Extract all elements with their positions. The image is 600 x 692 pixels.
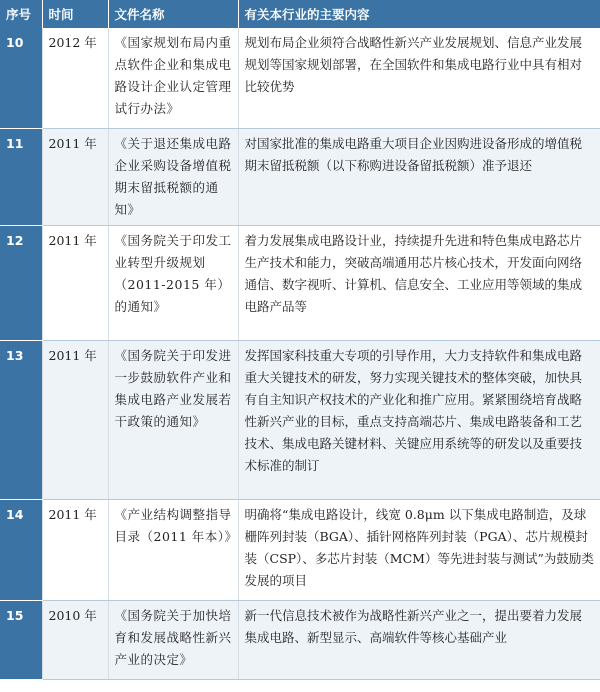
row-content: 明确将“集成电路设计，线宽 0.8μm 以下集成电路制造，及球栅阵列封装（BGA）、插针网格阵列封装（PGA）、芯片规模封装（CSP）、多芯片封装（MCM）等先进封装与测试”为鼓励类发展的项目 — [238, 500, 600, 601]
header-row — [0, 0, 600, 28]
table-row — [0, 226, 600, 341]
table-row — [0, 129, 600, 226]
header-time: 时间 — [42, 0, 108, 28]
row-name: 《国务院关于加快培育和发展战略性新兴产业的决定》 — [108, 601, 238, 680]
row-content: 规划布局企业须符合战略性新兴产业发展规划、信息产业发展规划等国家规划部署，在全国软件和集成电路行业中具有相对比较优势 — [238, 28, 600, 129]
row-content: 发挥国家科技重大专项的引导作用，大力支持软件和集成电路重大关键技术的研发，努力实现关键技术的整体突破，加快具有自主知识产权技术的产业化和推广应用。紧紧围绕培育战略性新兴产业的目标，重点支持高端芯片、集成电路装备和工艺技术、集成电路关键材料、关键应用系统等的研发以及重要技术标准的制订 — [238, 341, 600, 500]
row-no: 11 — [0, 129, 42, 226]
header-name: 文件名称 — [108, 0, 238, 28]
row-time: 2011 年 — [42, 226, 108, 341]
row-time: 2012 年 — [42, 28, 108, 129]
table-row — [0, 28, 600, 129]
row-time: 2011 年 — [42, 129, 108, 226]
table-row — [0, 601, 600, 680]
header-content: 有关本行业的主要内容 — [238, 0, 600, 28]
table-row — [0, 500, 600, 601]
row-name: 《国务院关于印发进一步鼓励软件产业和集成电路产业发展若干政策的通知》 — [108, 341, 238, 500]
row-name: 《关于退还集成电路企业采购设备增值税期末留抵税额的通知》 — [108, 129, 238, 226]
row-content: 新一代信息技术被作为战略性新兴产业之一，提出要着力发展集成电路、新型显示、高端软件等核心基础产业 — [238, 601, 600, 680]
row-no: 13 — [0, 341, 42, 500]
row-content: 对国家批准的集成电路重大项目企业因购进设备形成的增值税期末留抵税额（以下称购进设备留抵税额）准予退还 — [238, 129, 600, 226]
table-row — [0, 341, 600, 500]
row-no: 14 — [0, 500, 42, 601]
row-no: 12 — [0, 226, 42, 341]
row-time: 2011 年 — [42, 500, 108, 601]
row-name: 《国务院关于印发工业转型升级规划（2011-2015 年）的通知》 — [108, 226, 238, 341]
row-time: 2010 年 — [42, 601, 108, 680]
row-no: 10 — [0, 28, 42, 129]
row-name: 《产业结构调整指导目录（2011 年本）》 — [108, 500, 238, 601]
row-content: 着力发展集成电路设计业，持续提升先进和特色集成电路芯片生产技术和能力，突破高端通用芯片核心技术，开发面向网络通信、数字视听、计算机、信息安全、工业应用等领域的集成电路产品等 — [238, 226, 600, 341]
row-no: 15 — [0, 601, 42, 680]
row-time: 2011 年 — [42, 341, 108, 500]
header-no: 序号 — [0, 0, 42, 28]
table-body — [0, 28, 600, 680]
row-name: 《国家规划布局内重点软件企业和集成电路设计企业认定管理试行办法》 — [108, 28, 238, 129]
table-header — [0, 0, 600, 28]
